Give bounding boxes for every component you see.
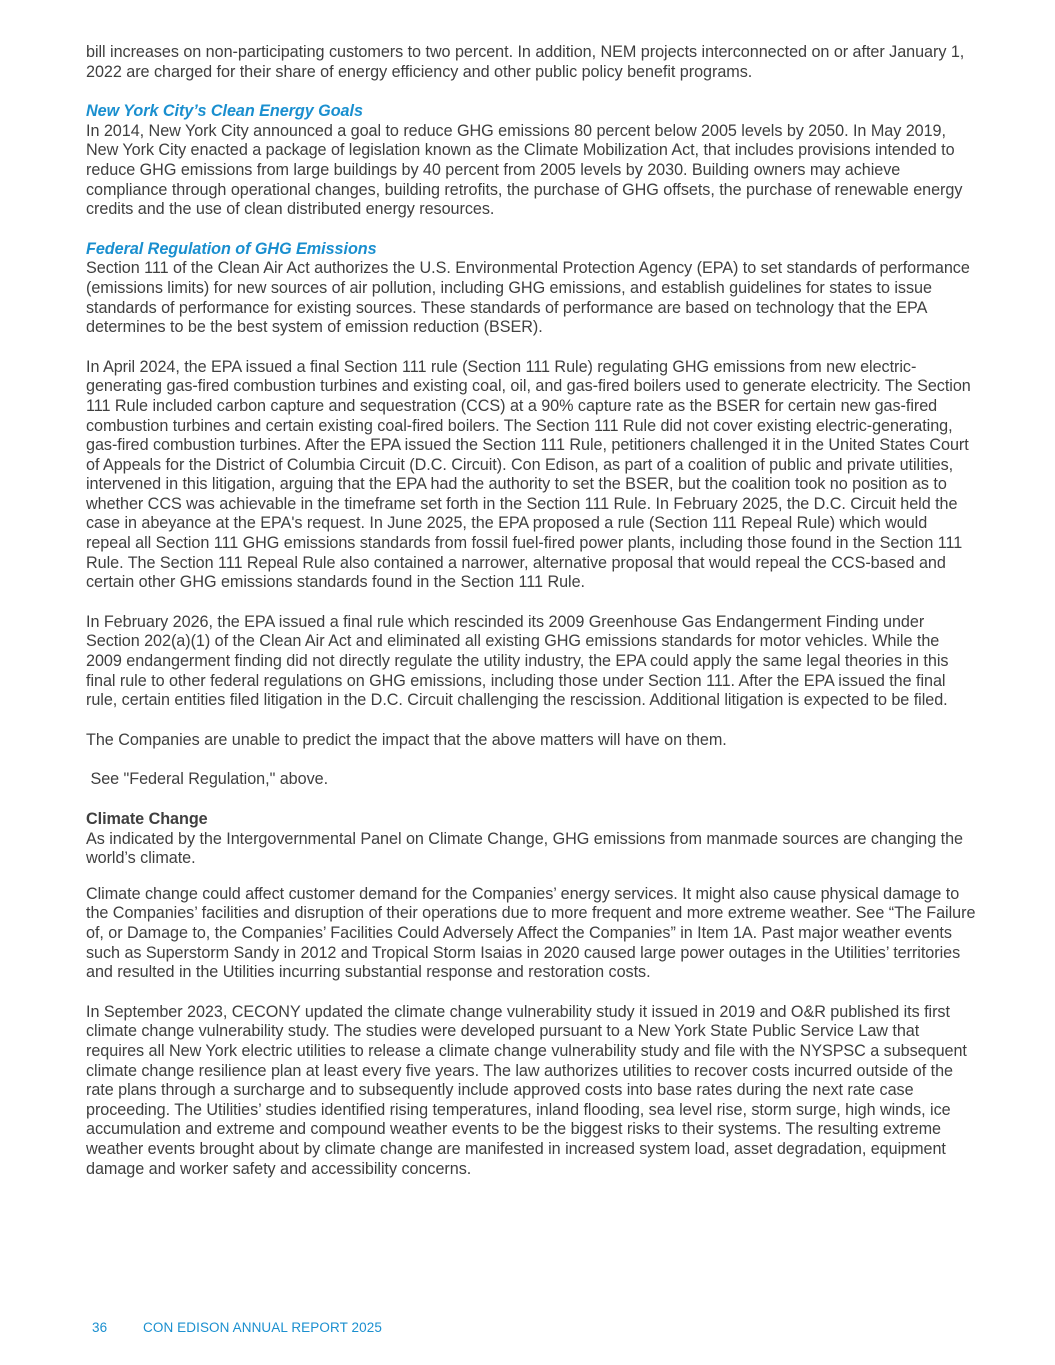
climate-paragraph-ipcc: As indicated by the Intergovernmental Panel on Climate Change, GHG emissions from manmade sources are changing the world’s climate. (86, 829, 963, 868)
intro-paragraph: bill increases on non-participating customers to two percent. In addition, NEM projects interconnected on or after January 1, 2022 are charged for their share of energy efficiency and other public policy benefit programs. (86, 43, 965, 81)
federal-paragraph-unable-to-predict: The Companies are unable to predict the impact that the above matters will have on them. (86, 730, 727, 749)
report-title: CON EDISON ANNUAL REPORT 2025 (143, 1320, 382, 1335)
federal-regulation-heading: Federal Regulation of GHG Emissions (86, 239, 377, 258)
climate-paragraph-vulnerability-study: In September 2023, CECONY updated the climate change vulnerability study it issued in 2019 and O&R published its first climate change vulnerability study. The studies were developed pursuant to a New York State Public Service Law that requires all New York electric utilities to release a climate change vulnerability study and file with the NYSPSC a subsequent climate change resilience plan at least every five years. The law authorizes utilities to recover costs incurred outside of the rate plans through a surcharge and to subsequently include approved costs into base rates during the next rate case proceeding. The Utilities’ studies identified rising temperatures, inland flooding, sea level rise, storm surge, high winds, ice accumulation and extreme and compound weather events to be the biggest risks to their systems. The resulting extreme weather events brought about by climate change are manifested in increased system load, asset degradation, equipment damage and worker safety and accessibility concerns. (86, 1002, 967, 1178)
nyc-clean-energy-heading: New York City’s Clean Energy Goals (86, 102, 363, 121)
nyc-clean-energy-paragraph: In 2014, New York City announced a goal to reduce GHG emissions 80 percent below 2005 levels by 2050. In May 2019, New York City enacted a package of legislation known as the Climate Mobilization Act, that includes provisions intended to reduce GHG emissions from large buildings by 40 percent from 2005 levels by 2030. Building owners may achieve compliance through operational changes, building retrofits, the purchase of GHG offsets, the purchase of renewable energy credits and the use of clean distributed energy resources. (86, 121, 963, 219)
federal-paragraph-april-2024: In April 2024, the EPA issued a final Section 111 rule (Section 111 Rule) regulating GHG emissions from new electric-generating gas-fired combustion turbines and existing coal, oil, and gas-fired boilers used to generate electricity. The Section 111 Rule included carbon capture and sequestration (CCS) at a 90% capture rate as the BSER for certain new gas-fired combustion turbines and certain existing coal-fired boilers. The Section 111 Rule did not cover existing electric-generating, gas-fired combustion turbines. After the EPA issued the Section 111 Rule, petitioners challenged it in the United States Court of Appeals for the District of Columbia Circuit (D.C. Circuit). Con Edison, as part of a coalition of public and private utilities, intervened in this litigation, arguing that the EPA had the authority to set the BSER, but the coalition took no position as to whether CCS was achievable in the timeframe set forth in the Section 111 Rule. In February 2025, the D.C. Circuit held the case in abeyance at the EPA's request. In June 2025, the EPA proposed a rule (Section 111 Repeal Rule) which would repeal all Section 111 GHG emissions standards from fossil fuel-fired power plants, including those found in the Section 111 Rule. The Section 111 Repeal Rule also contained a narrower, alternative proposal that would repeal the CCS-based and certain other GHG emissions standards found in the Section 111 Rule. (86, 357, 971, 592)
federal-paragraph-february-2026: In February 2026, the EPA issued a final rule which rescinded its 2009 Greenhouse Gas Endangerment Finding under Section 202(a)(1) of the Clean Air Act and eliminated all existing GHG emissions standards for motor vehicles. While the 2009 endangerment finding did not directly regulate the utility industry, the EPA could apply the same legal theories in this final rule to other federal regulations on GHG emissions, including those under Section 111. After the EPA issued the final rule, certain entities filed litigation in the D.C. Circuit challenging the rescission. Additional litigation is expected to be filed. (86, 612, 949, 710)
climate-paragraph-customer-demand: Climate change could affect customer demand for the Companies’ energy services. It might also cause physical damage to the Companies’ facilities and disruption of their operations due to more frequent and more extreme weather. See “The Failure of, or Damage to, the Companies’ Facilities Could Adversely Affect the Companies” in Item 1A. Past major weather events such as Superstorm Sandy in 2012 and Tropical Storm Isaias in 2020 caused large power outages in the Utilities’ territories and resulted in the Utilities incurring substantial response and restoration costs. (86, 884, 976, 982)
page-number: 36 (92, 1320, 108, 1335)
document-body (86, 43, 976, 1179)
climate-change-heading: Climate Change (86, 810, 208, 828)
page-footer (92, 1320, 382, 1335)
federal-paragraph-see-reference: See "Federal Regulation," above. (86, 770, 329, 789)
federal-paragraph-section-111: Section 111 of the Clean Air Act authorizes the U.S. Environmental Protection Agency (EPA) to set standards of performance (emissions limits) for new sources of air pollution, including GHG emissions, and establish guidelines for states to issue standards of performance for existing sources. These standards of performance are based on technology that the EPA determines to be the best system of emission reduction (BSER). (86, 259, 970, 337)
